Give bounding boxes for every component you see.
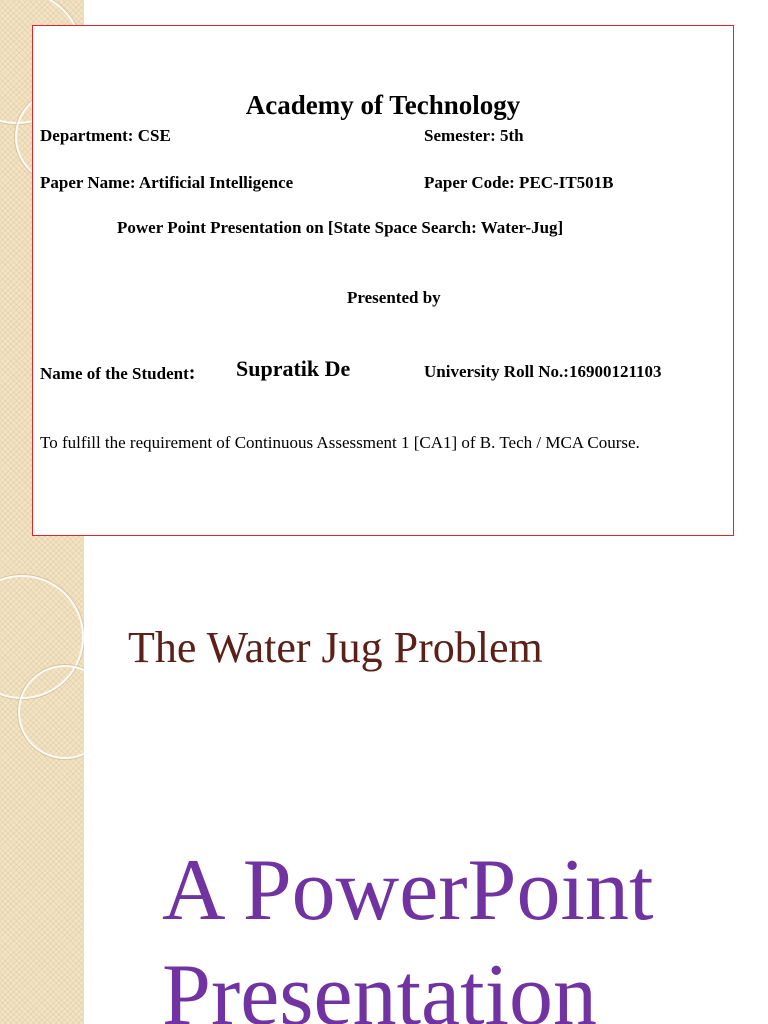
- slide-title: [162, 838, 653, 1024]
- semester-label: Semester: 5th: [424, 126, 524, 145]
- slide-title-line-2: Presentation: [162, 947, 598, 1024]
- slide-title-line-1: A PowerPoint: [162, 842, 654, 939]
- department-label: Department: CSE: [40, 126, 171, 145]
- cover-info-box: [32, 25, 734, 536]
- student-label-text: Name of the Student: [40, 364, 189, 383]
- institute-title: Academy of Technology: [245, 90, 521, 120]
- paper-code-label: Paper Code: PEC-IT501B: [424, 173, 614, 192]
- presented-by-label: Presented by: [347, 288, 441, 307]
- student-name-label: [40, 362, 195, 385]
- slide-subtitle: The Water Jug Problem: [128, 623, 543, 672]
- requirement-statement: To fulfill the requirement of Continuous Assessment 1 [CA1] of B. Tech / MCA Course.: [40, 433, 640, 452]
- paper-name-label: Paper Name: Artificial Intelligence: [40, 173, 294, 192]
- student-label-colon: :: [188, 362, 196, 384]
- student-name: Supratik De: [236, 356, 351, 381]
- university-roll-number: University Roll No.:16900121103: [424, 362, 662, 381]
- presentation-topic: Power Point Presentation on [State Space Search: Water-Jug]: [117, 218, 564, 237]
